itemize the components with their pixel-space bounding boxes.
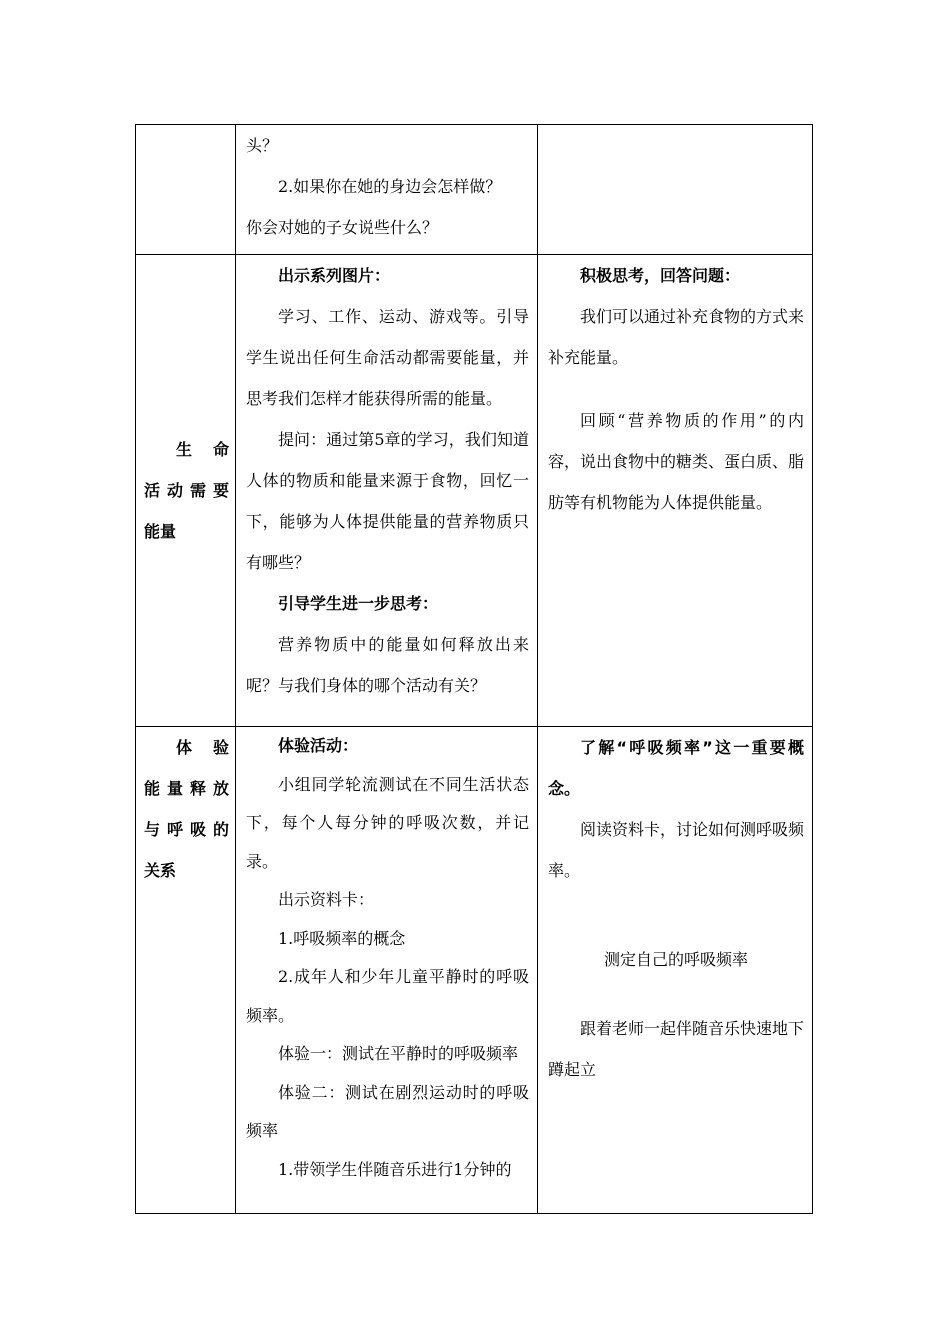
teacher-activity-cell [236, 727, 538, 1214]
list-item: 1.呼吸频率的概念 [278, 928, 406, 948]
paragraph: 出示资料卡： [278, 890, 375, 909]
section-heading: 出示系列图片： [278, 266, 391, 285]
student-activity-cell [538, 125, 813, 255]
section-heading: 引导学生进一步思考： [278, 594, 439, 613]
paragraph: 回顾“营养物质的作用”的内容，说出食物中的糖类、蛋白质、脂肪等有机物能为人体提供能量。 [548, 411, 805, 512]
paragraph: 跟着老师一起伴随音乐快速地下蹲起立 [548, 1019, 805, 1079]
stage-cell [136, 255, 236, 727]
section-heading: 积极思考，回答问题： [580, 266, 741, 285]
stage-cell [136, 727, 236, 1214]
question-text: 2.如果你在她的身边会怎样做？ [278, 177, 502, 196]
student-activity-cell [538, 255, 813, 727]
question-text: 你会对她的子女说些什么？ [246, 218, 439, 237]
teacher-activity-cell [236, 125, 538, 255]
section-heading: 体验活动： [278, 736, 359, 755]
paragraph: 体验一：测试在平静时的呼吸频率 [278, 1044, 519, 1063]
paragraph: 营养物质中的能量如何释放出来呢？与我们身体的哪个活动有关？ [246, 635, 529, 695]
paragraph: 提问：通过第5章的学习，我们知道人体的物质和能量来源于食物，回忆一下，能够为人体提供能量的营养物质只有哪些？ [246, 430, 529, 572]
paragraph: 学习、工作、运动、游戏等。引导学生说出任何生命活动都需要能量，并思考我们怎样才能获得所需的能量。 [246, 307, 529, 408]
section-heading: 了解“呼吸频率”这一重要概念。 [548, 738, 804, 798]
paragraph: 阅读资料卡，讨论如何测呼吸频率。 [548, 820, 805, 880]
paragraph: 测定自己的呼吸频率 [603, 950, 748, 969]
table-row [136, 727, 813, 1214]
teacher-activity-cell [236, 255, 538, 727]
table-row [136, 125, 813, 255]
stage-cell [136, 125, 236, 255]
paragraph: 我们可以通过补充食物的方式来补充能量。 [548, 307, 805, 367]
continuation-text: 头？ [246, 136, 279, 155]
paragraph: 小组同学轮流测试在不同生活状态下，每个人每分钟的呼吸次数，并记录。 [246, 774, 529, 871]
stage-title: 生 命 活动需要 能量 [144, 440, 229, 541]
list-item: 1.带领学生伴随音乐进行1分钟的 [278, 1159, 512, 1179]
paragraph: 体验二：测试在剧烈运动时的呼吸频率 [246, 1082, 529, 1140]
stage-title: 体 验 能量释放 与呼吸的 关系 [144, 738, 229, 880]
table-row [136, 255, 813, 727]
student-activity-cell [538, 727, 813, 1214]
lesson-plan-table [135, 124, 813, 1214]
list-item: 2.成年人和少年儿童平静时的呼吸频率。 [246, 967, 529, 1025]
